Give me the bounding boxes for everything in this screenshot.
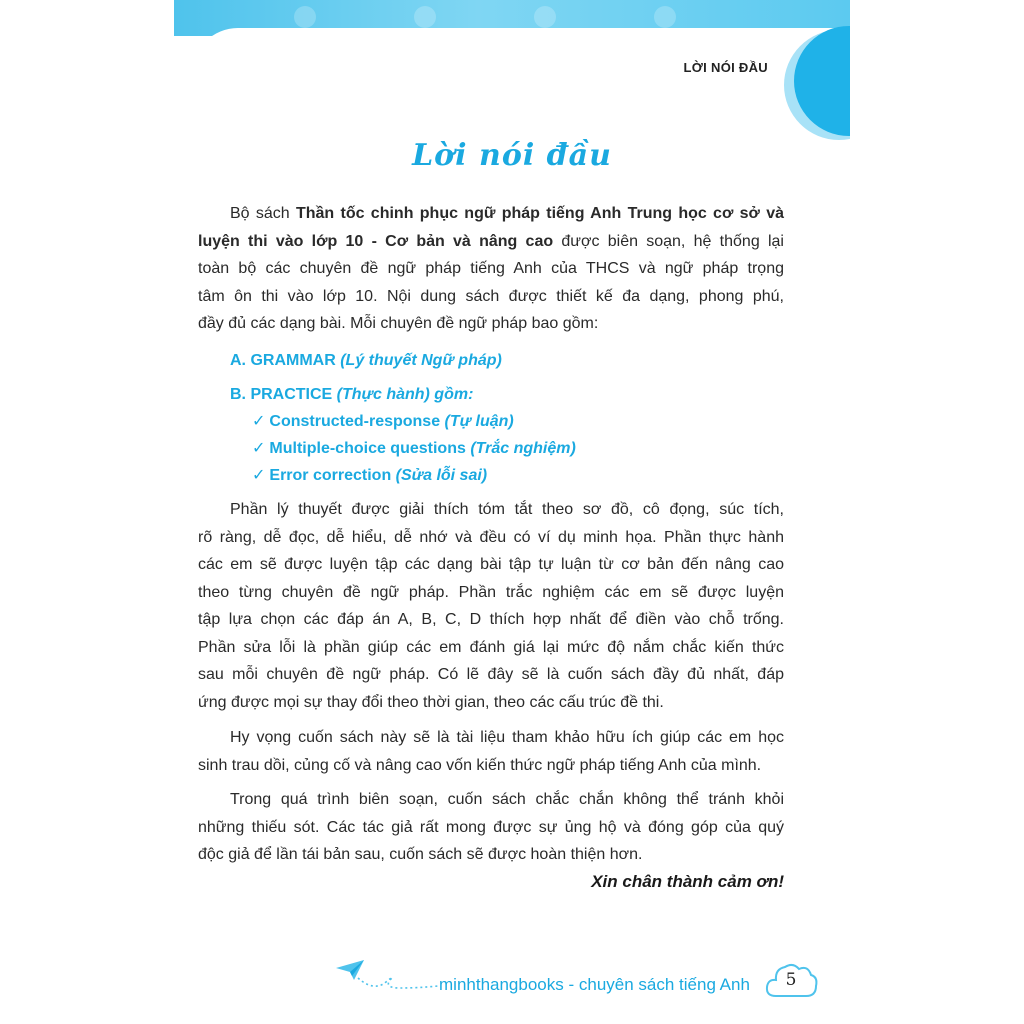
section-a-grammar: A. GRAMMAR (Lý thuyết Ngữ pháp)	[230, 352, 502, 369]
body-line: Trong quá trình biên soạn, cuốn sách chắc chắn không thể tránh khỏi	[230, 791, 784, 808]
intro-line: toàn bộ các chuyên đề ngữ pháp tiếng Anh của THCS và ngữ pháp trọng	[198, 260, 784, 277]
practice-item: ✓ Multiple-choice questions (Trắc nghiệm)	[252, 440, 576, 457]
check-icon: ✓	[252, 413, 266, 430]
intro-paragraph	[198, 200, 784, 338]
body-paragraph-3	[198, 786, 784, 869]
body-paragraph-2	[198, 724, 784, 779]
body-line: Hy vọng cuốn sách này sẽ là tài liệu tham khảo hữu ích giúp các em học	[230, 729, 784, 746]
intro-line: đầy đủ các dạng bài. Mỗi chuyên đề ngữ pháp bao gồm:	[198, 315, 599, 332]
body-line: rõ ràng, dễ đọc, dễ hiểu, dễ nhớ và đều có ví dụ minh họa. Phần thực hành	[198, 528, 784, 546]
body-line: theo từng chuyên đề ngữ pháp. Phần trắc nghiệm các em sẽ được luyện	[198, 583, 784, 601]
page-title: Lời nói đầu	[412, 138, 612, 173]
closing-thanks: Xin chân thành cảm ơn!	[591, 872, 784, 891]
intro-line: tâm ôn thi vào lớp 10. Nội dung sách được thiết kế đa dạng, phong phú,	[198, 287, 784, 305]
running-header: LỜI NÓI ĐẦU	[683, 60, 768, 75]
body-line: sinh trau dồi, củng cố và nâng cao vốn kiến thức ngữ pháp tiếng Anh của mình.	[198, 756, 762, 774]
check-icon: ✓	[252, 440, 266, 457]
bubble-decoration	[414, 6, 436, 28]
practice-item: ✓ Constructed-response (Tự luận)	[252, 413, 514, 430]
body-line: những thiếu sót. Các tác giả rất mong được sự ủng hộ và đóng góp của quý	[198, 818, 784, 836]
body-paragraph-1	[198, 496, 784, 716]
practice-item: ✓ Error correction (Sửa lỗi sai)	[252, 467, 488, 484]
footer-brand-text: minhthangbooks - chuyên sách tiếng Anh	[439, 975, 750, 994]
book-page	[174, 0, 850, 1024]
body-line: tập lựa chọn các đáp án A, B, C, D thích hợp nhất để điền vào chỗ trống.	[198, 611, 784, 628]
bubble-decoration	[654, 6, 676, 28]
body-line: các em sẽ được luyện tập các dạng bài tập tự luận từ cơ bản đến nâng cao	[198, 556, 784, 573]
intro-line: luyện thi vào lớp 10 - Cơ bản và nâng cao được biên soạn, hệ thống lại	[198, 232, 784, 250]
body-line: Phần sửa lỗi là phần giúp các em đánh giá lại mức độ nắm chắc kiến thức	[198, 638, 784, 656]
intro-line: Bộ sách Thần tốc chinh phục ngữ pháp tiếng Anh Trung học cơ sở và	[230, 205, 785, 222]
page-number: 5	[785, 970, 797, 990]
body-line: độc giả để lần tái bản sau, cuốn sách sẽ được hoàn thiện hơn.	[198, 846, 643, 863]
section-b-practice: B. PRACTICE (Thực hành) gồm:	[230, 386, 474, 403]
bubble-decoration	[294, 6, 316, 28]
body-line: sau mỗi chuyên đề ngữ pháp. Có lẽ đây sẽ là cuốn sách đầy đủ nhất, đáp	[198, 666, 784, 683]
check-icon: ✓	[252, 467, 266, 484]
body-line: Phần lý thuyết được giải thích tóm tắt theo sơ đồ, cô đọng, súc tích,	[230, 501, 784, 518]
bubble-decoration	[534, 6, 556, 28]
paper-plane-icon	[334, 958, 444, 998]
body-line: ứng được mọi sự thay đổi theo thời gian, theo các cấu trúc đề thi.	[198, 693, 664, 711]
